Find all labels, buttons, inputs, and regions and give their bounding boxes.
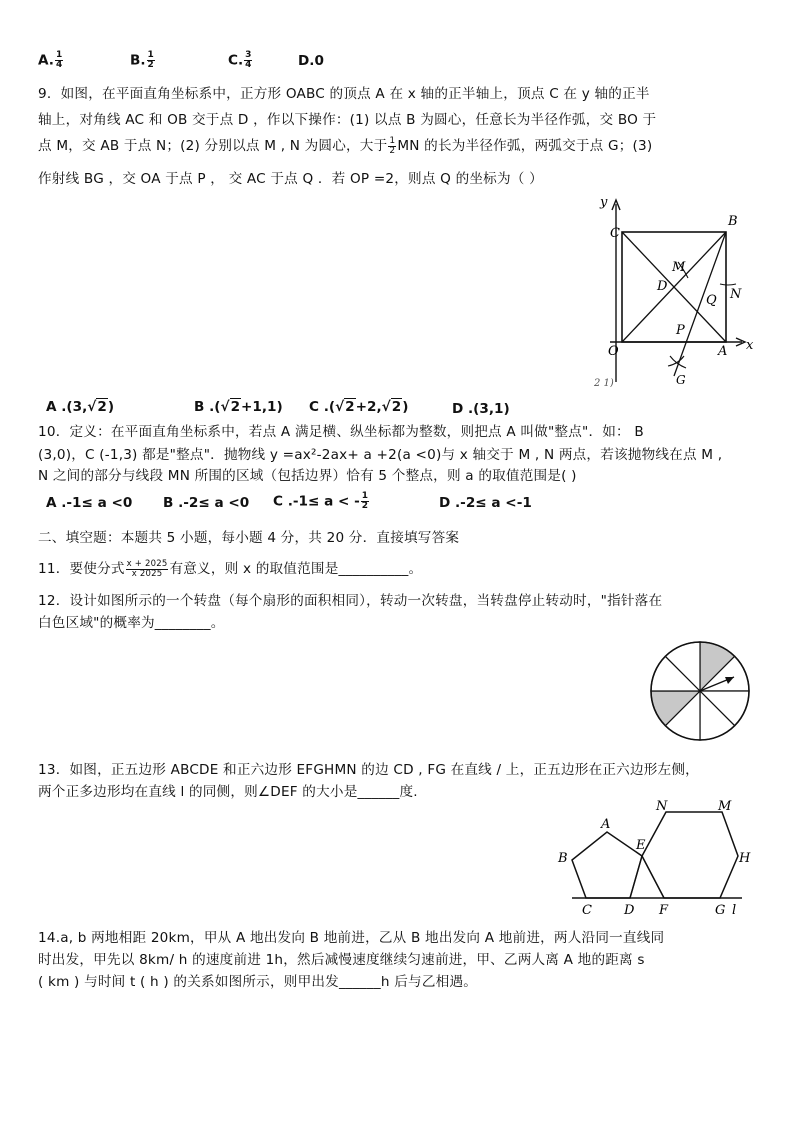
q11-pre: 11．要使分式 xyxy=(38,561,125,577)
q8-option-b-label: B. xyxy=(130,52,146,69)
q9-option-c-mid: +2, xyxy=(355,399,382,415)
label-d: D xyxy=(624,903,635,918)
q9-option-a-post: ) xyxy=(107,399,115,415)
hexagon-efghmn xyxy=(642,812,738,898)
q13-line-1: 13．如图，正五边形 ABCDE 和正六边形 EFGHMN 的边 CD , FG 在直线 / 上，正五边形在正六边形左侧， xyxy=(38,762,699,778)
q10-line-2: (3,0)，C (-1,3) 都是"整点"．抛物线 y =ax²-2ax+ a +2(a <0)与 x 轴交于 M , N 两点，若该抛物线在点 M , xyxy=(38,447,723,463)
label-n: N xyxy=(730,287,742,302)
label-d: D xyxy=(657,279,668,294)
q10-line-1: 10．定义：在平面直角坐标系中，若点 A 满足横、纵坐标都为整数，则把点 A 叫做"整点"．如： B xyxy=(38,424,644,440)
q9-option-c-pre: C .( xyxy=(309,399,336,415)
q9-option-c-post: ) xyxy=(402,399,409,415)
q9-line-3-pre: 点 M，交 AB 于点 N；(2) 分别以点 M , N 为圆心，大于 xyxy=(38,138,388,154)
label-x: x xyxy=(746,338,754,353)
fraction-denominator: 4 xyxy=(245,60,252,70)
q12-spinner xyxy=(648,639,752,743)
q8-option-b xyxy=(130,51,156,70)
label-b: B xyxy=(558,851,568,866)
corner-fragment-text: 2 1) xyxy=(594,378,614,387)
q9-option-b: B .(√2+1,1) xyxy=(194,399,283,415)
q8-option-c-fraction xyxy=(244,51,252,70)
label-m: M xyxy=(718,799,732,814)
segment-ef xyxy=(642,856,664,898)
section-2-heading: 二、填空题：本题共 5 小题，每小题 4 分，共 20 分．直接填写答案 xyxy=(38,530,460,546)
label-p: P xyxy=(676,323,685,338)
label-f: F xyxy=(659,903,669,918)
fraction-denominator: 4 xyxy=(55,60,63,70)
pentagon-abcde xyxy=(572,832,642,898)
q8-option-a-fraction xyxy=(55,51,63,70)
q9-line-2: 轴上，对角线 AC 和 OB 交于点 D ，作以下操作：(1) 以点 B 为圆心，任意长为半径作弧，交 BO 于 xyxy=(38,112,657,128)
label-l: l xyxy=(732,903,737,918)
segment-de xyxy=(630,856,642,898)
q9-option-a-radicand: 2 xyxy=(97,399,107,415)
fraction-numerator: 3 xyxy=(245,50,252,60)
label-c: C xyxy=(610,226,620,241)
label-g: G xyxy=(676,373,686,387)
q9-option-c-radicand-2: 2 xyxy=(391,399,402,415)
q9-line-1: 9．如图，在平面直角坐标系中，正方形 OABC 的顶点 A 在 x 轴的正半轴上，顶点 C 在 y 轴的正半 xyxy=(38,86,650,102)
label-b: B xyxy=(728,214,738,229)
q14-line-1: 14.a, b 两地相距 20km，甲从 A 地出发向 B 地前进，乙从 B 地出发向 A 地前进，两人沿同一直线同 xyxy=(38,930,665,946)
fraction-denominator: 2 xyxy=(361,501,369,511)
q9-line-3-post: MN 的长为半径作弧，两弧交于点 G；(3) xyxy=(397,138,653,154)
q9-line-3 xyxy=(38,134,652,156)
arc-mark-n xyxy=(720,284,736,285)
q8-option-a xyxy=(38,51,64,70)
q9-half-fraction xyxy=(388,137,396,156)
q8-option-b-fraction xyxy=(147,51,155,70)
q9-option-c: C .(√2+2,√2) xyxy=(309,399,409,415)
q11-line xyxy=(38,557,422,579)
q9-option-b-pre: B .( xyxy=(194,399,221,415)
arc-mark-g1 xyxy=(668,356,684,366)
q12-line-1: 12．设计如图所示的一个转盘（每个扇形的面积相同），转动一次转盘，当转盘停止转动时，"指针落在 xyxy=(38,593,663,609)
q9-option-b-post: +1,1) xyxy=(241,399,283,415)
q11-post: 有意义，则 x 的取值范围是__________。 xyxy=(169,561,423,577)
q10-option-c-pre: C .-1≤ a < - xyxy=(273,493,360,510)
q11-fraction xyxy=(126,560,169,579)
q10-line-3: N 之间的部分与线段 MN 所围的区域（包括边界）恰有 5 个整点，则 a 的取值范围是( ) xyxy=(38,468,577,484)
label-c: C xyxy=(582,903,592,918)
fraction-numerator: 1 xyxy=(55,50,63,60)
label-m: M xyxy=(672,260,686,275)
q10-option-b: B .-2≤ a <0 xyxy=(163,495,250,511)
q14-line-2: 时出发，甲先以 8km/ h 的速度前进 1h，然后减慢速度继续匀速前进，甲、乙两人离 A 地的距离 s xyxy=(38,952,645,968)
label-y: y xyxy=(600,195,608,210)
fraction-numerator: 1 xyxy=(361,491,369,501)
q9-option-a: A .(3,√2) xyxy=(46,399,115,415)
fraction-denominator: 2 xyxy=(147,60,154,70)
label-q: Q xyxy=(706,293,717,308)
q9-option-c-radicand-1: 2 xyxy=(345,399,355,415)
q9-square-figure xyxy=(592,192,762,387)
fraction-numerator: 1 xyxy=(147,50,154,60)
q12-line-2: 白色区域"的概率为________。 xyxy=(38,615,225,631)
q9-option-a-pre: A .(3, xyxy=(46,399,88,415)
q10-option-c-fraction xyxy=(361,492,369,511)
q13-line-2: 两个正多边形均在直线 l 的同侧，则∠DEF 的大小是______度. xyxy=(38,784,418,800)
q10-option-a: A .-1≤ a <0 xyxy=(46,495,133,511)
q14-line-3: ( km ) 与时间 t ( h ) 的关系如图所示，则甲出发______h 后与乙相遇。 xyxy=(38,974,478,990)
q10-option-d: D .-2≤ a <-1 xyxy=(439,495,532,511)
q9-line-4: 作射线 BG ，交 OA 于点 P ， 交 AC 于点 Q ．若 OP =2，则点 Q 的坐标为（ ） xyxy=(38,171,543,187)
q10-option-c xyxy=(273,492,370,511)
q9-option-d: D .(3,1) xyxy=(452,401,510,417)
label-a: A xyxy=(601,817,611,832)
label-g: G xyxy=(715,903,726,918)
q8-option-a-label: A. xyxy=(38,52,54,69)
fraction-numerator: x + 2025 xyxy=(126,558,168,569)
label-n: N xyxy=(656,799,668,814)
label-e: E xyxy=(636,838,646,853)
q8-option-c-label: C. xyxy=(228,52,244,69)
label-a: A xyxy=(718,344,728,359)
label-o: O xyxy=(608,344,619,359)
q8-option-c xyxy=(228,51,253,70)
label-h: H xyxy=(739,851,751,866)
q9-option-b-radicand: 2 xyxy=(230,399,241,415)
q13-pentagon-hexagon-figure xyxy=(552,798,752,920)
fraction-denominator: 2 xyxy=(389,145,396,156)
fraction-numerator: 1 xyxy=(389,135,396,146)
q8-option-d: D.0 xyxy=(298,53,324,69)
fraction-denominator: x 2025 xyxy=(131,568,163,579)
